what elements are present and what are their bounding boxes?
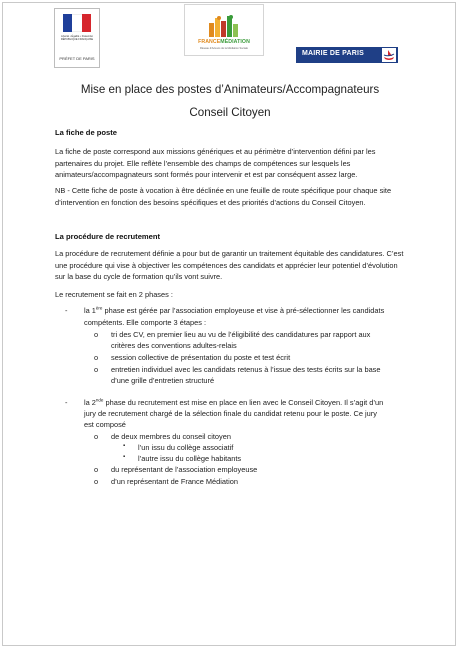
section-heading-procedure-recrutement: La procédure de recrutement <box>55 232 161 241</box>
phase2-sub2-marker: ▪ <box>123 454 126 460</box>
french-flag-icon <box>63 14 91 32</box>
paragraph-procedure: La procédure de recrutement définie a pour but de garantir un traitement équitable des candidatures. C’est une procédure qui vise à objectiver les compétences des candidats et apprécier leur potentiel d’évolution sur la base du cycle de formation qu’ils vont suivre. <box>55 249 404 282</box>
phase2-line3: est composé <box>84 420 126 429</box>
phase1-line2: compétents. Elle comporte 3 étapes : <box>84 318 207 327</box>
france-mediation-name: FRANCEMÉDIATION <box>198 39 250 45</box>
phase1-dash: - <box>65 306 68 315</box>
phase2-sub2-text: l’autre issu du collège habitants <box>138 454 242 463</box>
prefet-label: PRÉFET DE PARIS <box>59 56 95 61</box>
phase2-dash: - <box>65 398 68 407</box>
phase2-sub1-marker: ▪ <box>123 443 126 449</box>
recruitment-intro: Le recrutement se fait en 2 phases : <box>55 290 173 299</box>
paris-ship-icon <box>382 48 396 62</box>
phase2-member2-text: du représentant de l’association employeuse <box>111 465 258 474</box>
document-title-line2: Conseil Citoyen <box>189 106 271 119</box>
phase2-line2: jury de recrutement chargé de la sélection finale du candidat retenu pour le poste. Ce jury <box>84 409 377 418</box>
phase2-member3-marker: o <box>94 477 99 486</box>
phase1-step3-line2: d’une grille d’entretien structuré <box>111 376 215 385</box>
mairie-de-paris-text: MAIRIE DE PARIS <box>302 50 364 57</box>
phase2-member1-marker: o <box>94 432 99 441</box>
phase2-member1-text: de deux membres du conseil citoyen <box>111 432 231 441</box>
phase1-step3-marker: o <box>94 365 99 374</box>
document-title-line1: Mise en place des postes d’Animateurs/Accompagnateurs <box>80 83 380 96</box>
paragraph-fiche-description: La fiche de poste correspond aux missions génériques et au périmètre d’intervention défini par les partenaires du projet. Elle reflète l’ensemble des champs de compétences sur lesquels les animateurs/accompagnateurs sont formés pour intervenir et est par conséquent assez large. <box>55 147 376 180</box>
phase1-step1-marker: o <box>94 330 99 339</box>
phase2-sub1-text: l’un issu du collège associatif <box>138 443 234 452</box>
section-heading-fiche-de-poste: La fiche de poste <box>55 128 118 137</box>
mairie-de-paris-logo <box>296 47 398 63</box>
republique-emblem-text: Liberté • Égalité • Fraternité RÉPUBLIQUE FRANÇAISE <box>60 35 94 42</box>
prefet-de-paris-logo <box>54 8 100 68</box>
france-mediation-emblem-icon <box>207 15 243 37</box>
phase2-member2-marker: o <box>94 465 99 474</box>
phase1-step2-marker: o <box>94 353 99 362</box>
phase1-step1-line1: tri des CV, en premier lieu au vu de l’éligibilité des candidatures par rapport aux <box>111 330 371 339</box>
phase1-line1: la 1ère phase est gérée par l’association employeuse et vise à pré-sélectionner les candidats <box>84 305 385 315</box>
phase2-member3-text: d’un représentant de France Médiation <box>111 477 238 486</box>
page-border <box>2 2 456 646</box>
phase1-step2-line1: session collective de présentation du poste et test écrit <box>111 353 291 362</box>
france-mediation-tagline: Réseau d'Acteurs de la Médiation Sociale <box>200 47 248 50</box>
phase1-step1-line2: critères des conventions adultes-relais <box>111 341 237 350</box>
phase1-step3-line1: entretien individuel avec les candidats retenus à l’issue des tests écrits sur la base <box>111 365 381 374</box>
phase2-line1: la 2nde phase du recrutement est mise en place en lien avec le Conseil Citoyen. Il s’agit d’un <box>84 397 384 407</box>
france-mediation-logo <box>184 4 264 56</box>
paragraph-nb: NB - Cette fiche de poste à vocation à être déclinée en une feuille de route spécifique pour chaque site d’intervention en fonction des besoins spécifiques et des priorités d’actions du Conseil Citoyen. <box>55 186 392 207</box>
